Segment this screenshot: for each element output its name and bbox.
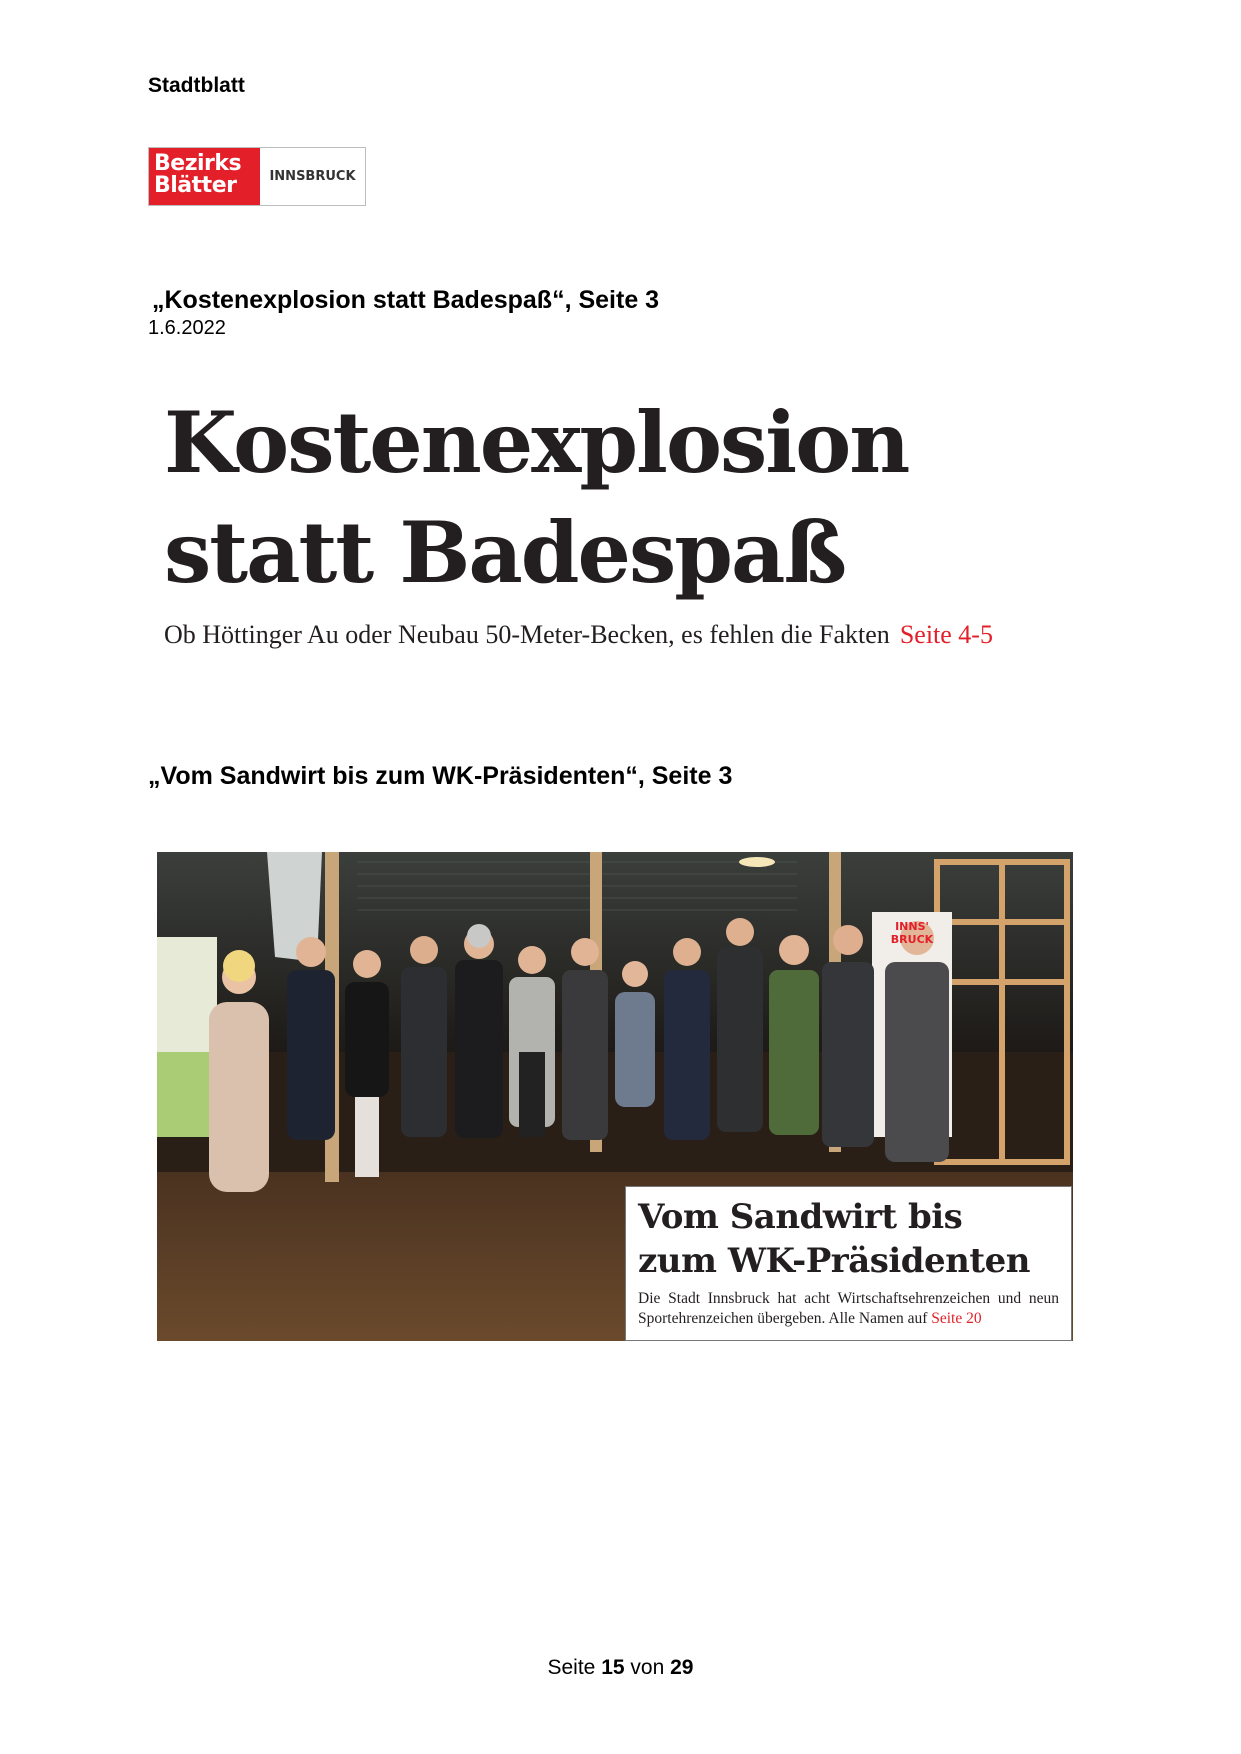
footer-total-pages: 29 (670, 1656, 694, 1679)
caption-page-ref: Seite 20 (931, 1310, 982, 1327)
footer-current-page: 15 (601, 1656, 625, 1679)
clipping-subline-1 (164, 620, 993, 650)
caption-body (638, 1289, 1059, 1329)
logo-brand-line1: Bezirks (154, 151, 242, 176)
subline-page-ref: Seite 4-5 (899, 620, 993, 649)
clipping-headline-1 (164, 388, 908, 608)
page-number (0, 1656, 1241, 1680)
banner-text-line2: BRUCK (890, 933, 934, 946)
caption-body-text: Die Stadt Innsbruck hat acht Wirtschaftsehrenzeichen und neun Sportehrenzeichen übergeben. Alle Namen auf (638, 1290, 1059, 1327)
subline-text: Ob Höttinger Au oder Neubau 50-Meter-Becken, es fehlen die Fakten (164, 620, 890, 649)
footer-prefix: Seite (547, 1656, 596, 1679)
source-name: Stadtblatt (148, 74, 245, 97)
article-title-1: „Kostenexplosion statt Badespaß“, Seite 3 (152, 286, 660, 314)
caption-headline (638, 1195, 1059, 1283)
clipping-photo (157, 852, 1073, 1341)
headline-line2: statt Badespaß (164, 503, 846, 602)
caption-headline-line1: Vom Sandwirt bis (638, 1197, 963, 1237)
caption-headline-line2: zum WK-Präsidenten (638, 1241, 1030, 1281)
logo-brand (149, 148, 260, 205)
innsbruck-banner-label (872, 920, 952, 946)
photo-caption-box (625, 1186, 1072, 1341)
footer-sep: von (630, 1656, 665, 1679)
logo-region: INNSBRUCK (269, 169, 356, 184)
article-title-2: „Vom Sandwirt bis zum WK-Präsidenten“, Seite 3 (148, 762, 733, 790)
logo-brand-line2: Blätter (154, 173, 237, 198)
bezirksblaetter-logo (148, 147, 366, 206)
banner-text-line1: INNS' (895, 920, 929, 933)
headline-line1: Kostenexplosion (164, 393, 909, 492)
article-date-1: 1.6.2022 (148, 317, 226, 339)
